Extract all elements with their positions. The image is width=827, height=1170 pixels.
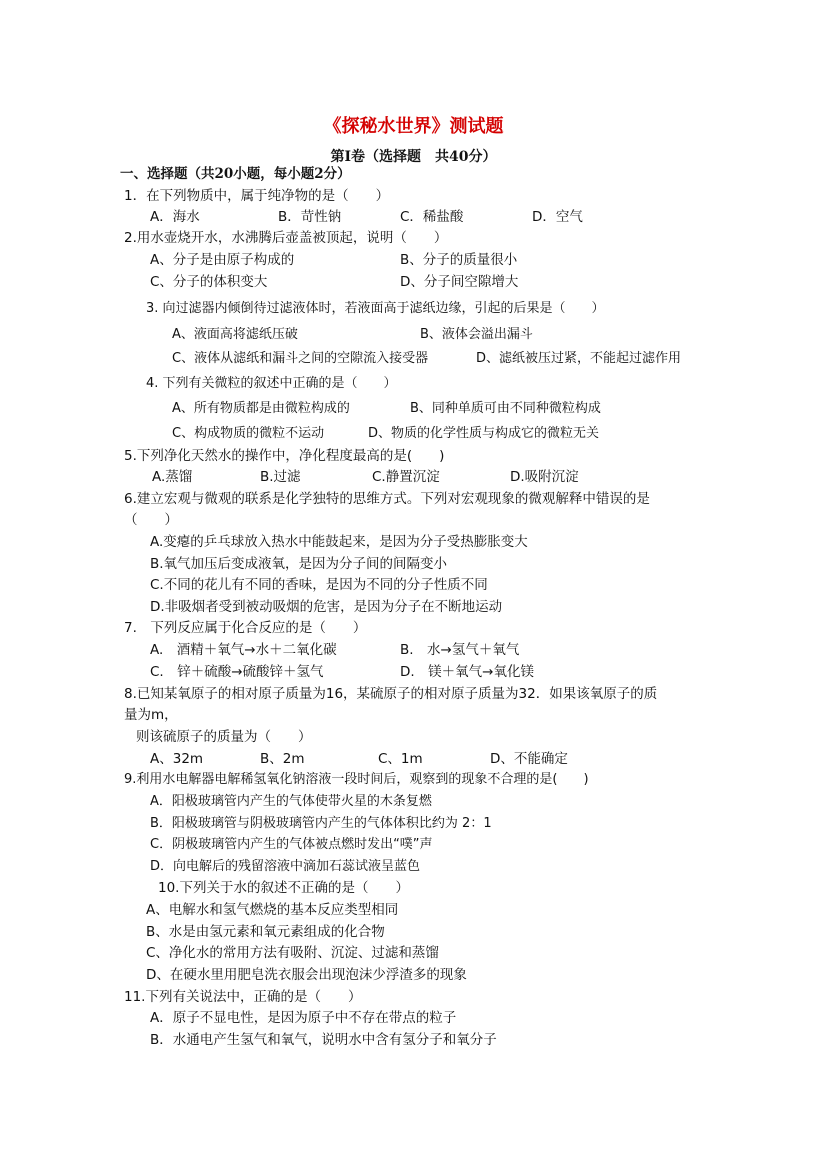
question-4-option-a: A、所有物质都是由微粒构成的: [172, 401, 350, 416]
part-heading: 第Ⅰ卷（选择题 共40分）: [330, 149, 497, 165]
question-11-option-a: A．原子不显电性，是因为原子中不存在带点的粒子: [150, 1010, 457, 1026]
question-10-stem: 10.下列关于水的叙述不正确的是（ ）: [158, 880, 409, 896]
question-6-option-d: D.非吸烟者受到被动吸烟的危害，是因为分子在不断地运动: [150, 599, 503, 615]
question-8-stem-cont2: 则该硫原子的质量为（ ）: [136, 729, 312, 745]
question-7-option-b: B. 水→氢气＋氧气: [400, 642, 520, 658]
question-1-option-a: A．海水: [150, 209, 200, 225]
question-1-option-b: B．苛性钠: [278, 209, 342, 225]
question-11-stem: 11.下列有关说法中，正确的是（ ）: [124, 989, 362, 1005]
question-5-option-d: D.吸附沉淀: [510, 469, 579, 485]
question-9-option-c: C．阴极玻璃管内产生的气体被点燃时发出“噗”声: [150, 837, 433, 852]
question-5-option-a: A.蒸馏: [152, 469, 193, 485]
question-8-option-a: A、32m: [150, 751, 204, 767]
question-6-option-a: A.变瘪的乒乓球放入热水中能鼓起来，是因为分子受热膨胀变大: [150, 534, 528, 550]
question-1-stem: 1．在下列物质中，属于纯净物的是（ ）: [124, 188, 390, 204]
question-7-option-d: D. 镁＋氧气→氧化镁: [400, 664, 534, 680]
question-7-option-c: C. 锌＋硫酸→硫酸锌＋氢气: [150, 664, 324, 680]
question-7-option-a: A. 酒精＋氧气→水＋二氧化碳: [150, 642, 337, 658]
question-8-stem: 8.已知某氧原子的相对原子质量为16，某硫原子的相对原子质量为32．如果该氧原子的质: [124, 686, 658, 702]
question-9-option-a: A．阳极玻璃管内产生的气体使带火星的木条复燃: [150, 794, 432, 809]
question-3-option-c: C、液体从滤纸和漏斗之间的空隙流入接受器: [172, 351, 429, 366]
question-10-option-c: C、净化水的常用方法有吸附、沉淀、过滤和蒸馏: [146, 945, 439, 961]
question-5-stem: 5.下列净化天然水的操作中，净化程度最高的是( ): [124, 448, 445, 464]
question-2-option-c: C、分子的体积变大: [150, 274, 268, 290]
question-7-stem: 7. 下列反应属于化合反应的是（ ）: [124, 620, 367, 636]
question-3-stem: 3. 向过滤器内倾倒待过滤液体时，若液面高于滤纸边缘，引起的后果是（ ）: [146, 301, 605, 316]
question-11-option-b: B．水通电产生氢气和氧气，说明水中含有氢分子和氧分子: [150, 1032, 497, 1048]
question-4-option-c: C、构成物质的微粒不运动: [172, 426, 325, 441]
question-6-stem: 6.建立宏观与微观的联系是化学独特的思维方式。下列对宏观现象的微观解释中错误的是: [124, 491, 650, 507]
question-6-stem-cont: （ ）: [124, 512, 178, 528]
question-9-stem: 9.利用水电解器电解稀氢氧化钠溶液一段时间后，观察到的现象不合理的是( ): [124, 772, 589, 787]
question-1-option-d: D．空气: [532, 209, 583, 225]
question-4-option-b: B、同种单质可由不同种微粒构成: [410, 401, 601, 416]
question-1-option-c: C．稀盐酸: [400, 209, 464, 225]
question-10-option-a: A、电解水和氢气燃烧的基本反应类型相同: [146, 902, 399, 918]
question-4-stem: 4. 下列有关微粒的叙述中正确的是（ ）: [146, 376, 397, 391]
question-2-option-b: B、分子的质量很小: [400, 252, 518, 268]
page-title: 《探秘水世界》测试题: [323, 116, 504, 137]
question-6-option-c: C.不同的花儿有不同的香味，是因为不同的分子性质不同: [150, 577, 488, 593]
question-10-option-d: D、在硬水里用肥皂洗衣服会出现泡沫少浮渣多的现象: [146, 967, 467, 983]
question-9-option-d: D．向电解后的残留溶液中滴加石蕊试液呈蓝色: [150, 859, 421, 874]
question-3-option-a: A、液面高将滤纸压破: [172, 327, 298, 342]
question-10-option-b: B、水是由氢元素和氧元素组成的化合物: [146, 924, 385, 940]
question-5-option-c: C.静置沉淀: [372, 469, 440, 485]
question-4-option-d: D、物质的化学性质与构成它的微粒无关: [368, 426, 600, 441]
question-8-option-c: C、1m: [378, 751, 423, 767]
question-2-stem: 2.用水壶烧开水，水沸腾后壶盖被顶起，说明（ ）: [124, 230, 448, 246]
question-6-option-b: B.氧气加压后变成液氧，是因为分子间的间隔变小: [150, 556, 448, 572]
question-5-option-b: B.过滤: [260, 469, 301, 485]
question-3-option-b: B、液体会溢出漏斗: [420, 327, 533, 342]
question-3-option-d: D、滤纸被压过紧，不能起过滤作用: [476, 351, 682, 366]
question-8-option-d: D、不能确定: [490, 751, 568, 767]
question-9-option-b: B．阳极玻璃管与阴极玻璃管内产生的气体体积比约为 2：1: [150, 816, 492, 831]
question-8-option-b: B、2m: [260, 751, 305, 767]
question-2-option-d: D、分子间空隙增大: [400, 274, 519, 290]
question-2-option-a: A、分子是由原子构成的: [150, 252, 295, 268]
section-heading: 一、选择题（共20小题，每小题2分）: [120, 166, 351, 182]
question-8-stem-cont: 量为m，: [124, 707, 178, 723]
